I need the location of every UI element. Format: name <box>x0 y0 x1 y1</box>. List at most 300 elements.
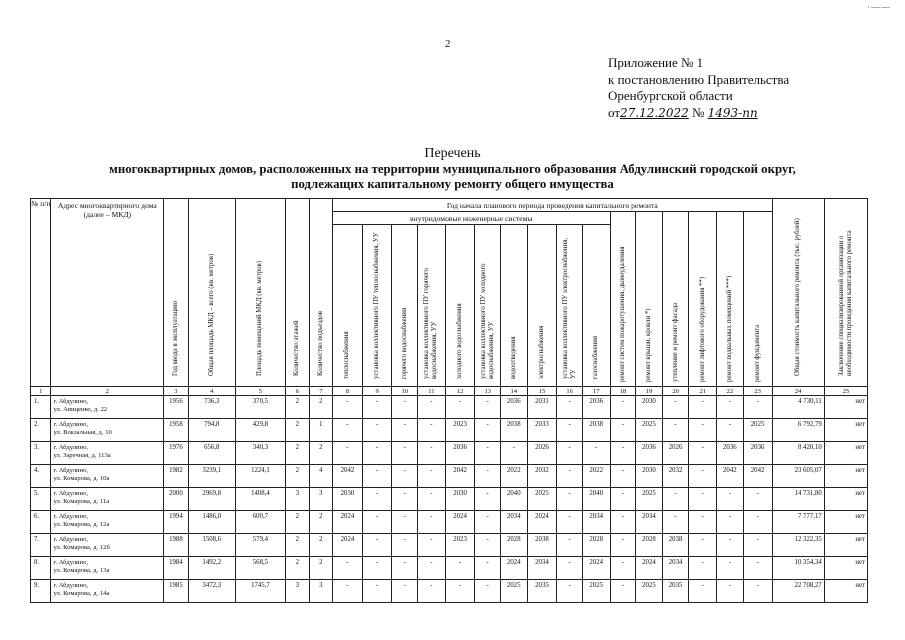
row-cost: 8 420,10 <box>772 442 824 465</box>
row-total-area: 2969,8 <box>188 488 235 511</box>
address-street: ул. Заречная, д. 113а <box>53 452 111 459</box>
address-street: ул. Комарова, д. 12а <box>53 521 110 528</box>
row-cost: 22 708,27 <box>772 580 824 603</box>
row-work-year: 2024 <box>500 557 527 580</box>
row-work-year: 2030 <box>636 396 663 419</box>
column-number: 14 <box>500 387 527 396</box>
column-number: 3 <box>164 387 189 396</box>
row-work-year: 2036 <box>582 396 610 419</box>
row-address <box>51 580 164 603</box>
header-c22: ремонт подвальных помещений ***) <box>717 212 744 387</box>
table-row <box>31 557 868 580</box>
row-work-year: - <box>475 396 501 419</box>
row-work-year: - <box>445 396 475 419</box>
row-work-year: - <box>392 396 418 419</box>
row-work-year: - <box>557 419 583 442</box>
row-work-year: - <box>717 419 744 442</box>
row-entrances: 3 <box>309 580 333 603</box>
row-work-year: - <box>717 396 744 419</box>
row-work-year: - <box>418 396 446 419</box>
row-total-area: 794,8 <box>188 419 235 442</box>
row-work-year: - <box>582 442 610 465</box>
row-total-area: 3472,3 <box>188 580 235 603</box>
row-work-year: 2038 <box>582 419 610 442</box>
address-street: ул. Авиценко, д. 22 <box>53 406 108 413</box>
document-title <box>0 146 905 192</box>
row-work-year: 2025 <box>743 419 772 442</box>
address-street: ул. Комарова, д. 13а <box>53 567 110 574</box>
row-premises-area: 568,5 <box>235 557 285 580</box>
row-work-year: - <box>610 534 636 557</box>
houses-table <box>30 198 868 603</box>
row-work-year: 2030 <box>445 488 475 511</box>
table-row <box>31 396 868 419</box>
row-entrances: 2 <box>309 396 333 419</box>
header-cost: Общая стоимость капитального ремонта (тыс. рублей) <box>772 199 824 387</box>
row-work-year: - <box>475 465 501 488</box>
row-conclusion: нет <box>824 511 867 534</box>
address-city: г. Абдулино, <box>53 536 89 543</box>
header-c21: ремонт лифтового оборудования **) <box>689 212 717 387</box>
row-floors: 3 <box>286 580 310 603</box>
column-number: 23 <box>743 387 772 396</box>
row-work-year: - <box>392 465 418 488</box>
row-work-year: 2026 <box>662 442 689 465</box>
row-floors: 2 <box>286 396 310 419</box>
row-cost: 7 777,17 <box>772 511 824 534</box>
column-number: 11 <box>418 387 446 396</box>
page-number: 2 <box>445 38 451 50</box>
row-work-year: - <box>717 580 744 603</box>
row-work-year: - <box>418 534 446 557</box>
table-row <box>31 488 868 511</box>
row-cost: 12 322,35 <box>772 534 824 557</box>
row-work-year: 2040 <box>500 488 527 511</box>
row-work-year: - <box>392 534 418 557</box>
row-floors: 2 <box>286 534 310 557</box>
row-work-year: - <box>500 442 527 465</box>
row-work-year: 2042 <box>445 465 475 488</box>
row-work-year: 2034 <box>636 511 663 534</box>
row-work-year: - <box>392 557 418 580</box>
row-work-year: - <box>418 419 446 442</box>
row-cost: 6 792,79 <box>772 419 824 442</box>
row-work-year: - <box>362 580 392 603</box>
row-work-year: 2033 <box>527 419 557 442</box>
row-work-year: 2036 <box>717 442 744 465</box>
row-conclusion: нет <box>824 419 867 442</box>
row-number: 6. <box>31 511 51 534</box>
address-city: г. Абдулино, <box>53 513 89 520</box>
row-work-year: - <box>392 442 418 465</box>
row-entrances: 4 <box>309 465 333 488</box>
row-work-year: - <box>445 580 475 603</box>
row-year: 1958 <box>164 419 189 442</box>
row-work-year: 2034 <box>500 511 527 534</box>
row-work-year: - <box>333 419 363 442</box>
corner-mark: ·—— <box>867 2 891 12</box>
address-street: ул. Комарова, д. 14а <box>53 590 110 597</box>
row-premises-area: 579,4 <box>235 534 285 557</box>
header-c13: установка коллективного ПУ холодного водоснабжения, УУ <box>475 225 501 387</box>
row-work-year: - <box>362 442 392 465</box>
row-conclusion: нет <box>824 442 867 465</box>
row-work-year: 2031 <box>527 396 557 419</box>
row-work-year: - <box>743 396 772 419</box>
address-city: г. Абдулино, <box>53 559 89 566</box>
row-work-year: - <box>610 396 636 419</box>
row-work-year: - <box>689 534 717 557</box>
row-number: 3. <box>31 442 51 465</box>
row-work-year: - <box>557 580 583 603</box>
table-row <box>31 511 868 534</box>
row-work-year: - <box>557 442 583 465</box>
row-work-year: - <box>557 511 583 534</box>
row-work-year: - <box>610 488 636 511</box>
row-total-area: 656,8 <box>188 442 235 465</box>
row-work-year: - <box>717 534 744 557</box>
row-work-year: - <box>717 511 744 534</box>
column-number: 16 <box>557 387 583 396</box>
row-work-year: - <box>475 442 501 465</box>
row-work-year: - <box>743 580 772 603</box>
row-work-year: 2036 <box>743 442 772 465</box>
header-c10: горячего водоснабжения <box>392 225 418 387</box>
column-number: 17 <box>582 387 610 396</box>
column-number: 12 <box>445 387 475 396</box>
appendix-number: 1493-пп <box>707 105 758 120</box>
column-number: 2 <box>51 387 164 396</box>
row-work-year: - <box>557 396 583 419</box>
row-year: 1956 <box>164 396 189 419</box>
row-work-year: 2032 <box>662 465 689 488</box>
row-address <box>51 442 164 465</box>
row-work-year: - <box>610 557 636 580</box>
column-number: 6 <box>286 387 310 396</box>
header-systems: внутридомовые инженерные системы <box>333 212 610 225</box>
row-address <box>51 534 164 557</box>
row-floors: 2 <box>286 557 310 580</box>
row-work-year: 2042 <box>333 465 363 488</box>
address-city: г. Абдулино, <box>53 421 89 428</box>
header-c8: теплоснабжения <box>333 225 363 387</box>
row-floors: 3 <box>286 488 310 511</box>
row-work-year: - <box>475 557 501 580</box>
row-entrances: 2 <box>309 442 333 465</box>
row-work-year: - <box>662 419 689 442</box>
header-c17: газоснабжения <box>582 225 610 387</box>
row-work-year: - <box>689 488 717 511</box>
row-total-area: 1486,0 <box>188 511 235 534</box>
row-work-year: 2028 <box>636 534 663 557</box>
row-work-year: 2024 <box>582 557 610 580</box>
row-premises-area: 429,8 <box>235 419 285 442</box>
header-floors: Количество этажей <box>286 199 310 387</box>
row-work-year: 2025 <box>527 488 557 511</box>
column-number: 5 <box>235 387 285 396</box>
row-work-year: 2024 <box>333 534 363 557</box>
row-work-year: 2036 <box>636 442 663 465</box>
header-total-area: Общая площадь МКД – всего (кв. метров) <box>188 199 235 387</box>
row-work-year: - <box>392 419 418 442</box>
row-year: 1994 <box>164 511 189 534</box>
row-work-year: 2036 <box>500 396 527 419</box>
address-street: ул. Комарова, д. 11а <box>53 498 110 505</box>
appendix-line3: Оренбургской области <box>608 88 733 103</box>
row-work-year: 2022 <box>582 465 610 488</box>
column-number: 21 <box>689 387 717 396</box>
row-work-year: - <box>418 488 446 511</box>
column-number: 24 <box>772 387 824 396</box>
table-row <box>31 442 868 465</box>
row-work-year: - <box>333 442 363 465</box>
row-work-year: - <box>662 488 689 511</box>
row-work-year: - <box>362 396 392 419</box>
row-address <box>51 465 164 488</box>
row-work-year: - <box>418 511 446 534</box>
row-work-year: 2025 <box>500 580 527 603</box>
row-work-year: - <box>418 465 446 488</box>
row-work-year: 2034 <box>527 557 557 580</box>
row-premises-area: 370,5 <box>235 396 285 419</box>
row-work-year: 2040 <box>582 488 610 511</box>
row-number: 4. <box>31 465 51 488</box>
row-work-year: - <box>610 442 636 465</box>
header-c23: ремонт фундамента <box>743 212 772 387</box>
row-premises-area: 600,7 <box>235 511 285 534</box>
row-premises-area: 1224,1 <box>235 465 285 488</box>
row-work-year: - <box>689 419 717 442</box>
row-cost: 10 354,34 <box>772 557 824 580</box>
address-city: г. Абдулино, <box>53 398 89 405</box>
row-work-year: - <box>743 557 772 580</box>
row-work-year: 2023 <box>445 534 475 557</box>
row-work-year: 2035 <box>527 580 557 603</box>
row-entrances: 2 <box>309 557 333 580</box>
row-work-year: 2032 <box>527 465 557 488</box>
table-row <box>31 419 868 442</box>
row-premises-area: 1745,7 <box>235 580 285 603</box>
row-work-year: - <box>689 511 717 534</box>
row-total-area: 1508,6 <box>188 534 235 557</box>
row-address <box>51 396 164 419</box>
table-row <box>31 465 868 488</box>
header-period: Год начала планового периода проведения капитального ремонта <box>333 199 772 212</box>
column-number: 18 <box>610 387 636 396</box>
row-work-year: 2025 <box>636 419 663 442</box>
row-entrances: 2 <box>309 534 333 557</box>
row-work-year: - <box>743 488 772 511</box>
row-work-year: 2024 <box>445 511 475 534</box>
row-work-year: 2030 <box>636 465 663 488</box>
row-work-year: 2038 <box>527 534 557 557</box>
row-work-year: - <box>362 419 392 442</box>
row-entrances: 2 <box>309 511 333 534</box>
row-floors: 2 <box>286 511 310 534</box>
row-work-year: - <box>610 419 636 442</box>
row-work-year: - <box>689 465 717 488</box>
row-work-year: 2030 <box>333 488 363 511</box>
row-work-year: - <box>362 534 392 557</box>
row-entrances: 3 <box>309 488 333 511</box>
address-street: ул. Комарова, д. 12б <box>53 544 110 551</box>
row-cost: 23 605,07 <box>772 465 824 488</box>
row-work-year: 2024 <box>527 511 557 534</box>
row-total-area: 3239,1 <box>188 465 235 488</box>
row-work-year: 2026 <box>527 442 557 465</box>
header-address: Адрес многоквартирного дома (далее – МКД) <box>51 199 164 387</box>
row-total-area: 736,3 <box>188 396 235 419</box>
appendix-date: 27.12.2022 <box>620 105 689 120</box>
row-work-year: - <box>743 534 772 557</box>
row-address <box>51 511 164 534</box>
row-work-year: - <box>610 511 636 534</box>
row-work-year: - <box>418 442 446 465</box>
column-number: 19 <box>636 387 663 396</box>
row-conclusion: нет <box>824 580 867 603</box>
header-c19: ремонт крыши, кровли *) <box>636 212 663 387</box>
row-work-year: - <box>475 580 501 603</box>
column-number: 1 <box>31 387 51 396</box>
row-work-year: - <box>662 511 689 534</box>
header-c12: холодного водоснабжения <box>445 225 475 387</box>
row-year: 1984 <box>164 557 189 580</box>
address-street: ул. Комарова, д. 10а <box>53 475 110 482</box>
header-entrances: Количество подъездов <box>309 199 333 387</box>
row-work-year: - <box>418 580 446 603</box>
row-work-year: - <box>475 419 501 442</box>
row-address <box>51 488 164 511</box>
header-premises-area: Площадь помещений МКД (кв. метров) <box>235 199 285 387</box>
column-number: 22 <box>717 387 744 396</box>
row-conclusion: нет <box>824 465 867 488</box>
row-work-year: - <box>557 465 583 488</box>
header-conclusion: Заключение специализированной организации о необходимости проведения капитального ремонта <box>824 199 867 387</box>
title-line2: многоквартирных домов, расположенных на территории муниципального образования Абдулинский городской округ, <box>109 162 796 176</box>
row-work-year: - <box>392 580 418 603</box>
table-row <box>31 534 868 557</box>
row-work-year: - <box>392 511 418 534</box>
row-work-year: - <box>689 396 717 419</box>
row-work-year: - <box>717 488 744 511</box>
header-year: Год ввода в эксплуатацию <box>164 199 189 387</box>
row-work-year: - <box>333 557 363 580</box>
row-work-year: 2028 <box>500 534 527 557</box>
appendix-line1: Приложение № 1 <box>608 55 704 70</box>
row-work-year: 2034 <box>582 511 610 534</box>
row-address <box>51 557 164 580</box>
row-work-year: 2038 <box>500 419 527 442</box>
row-number: 8. <box>31 557 51 580</box>
row-number: 9. <box>31 580 51 603</box>
column-number: 7 <box>309 387 333 396</box>
header-c14: водоотведения <box>500 225 527 387</box>
row-year: 2000 <box>164 488 189 511</box>
row-work-year: 2022 <box>500 465 527 488</box>
column-number: 4 <box>188 387 235 396</box>
row-work-year: 2025 <box>636 488 663 511</box>
title-line1: Перечень <box>424 146 481 161</box>
row-work-year: - <box>362 465 392 488</box>
row-floors: 2 <box>286 442 310 465</box>
row-work-year: - <box>610 580 636 603</box>
row-work-year: 2042 <box>743 465 772 488</box>
row-work-year: - <box>557 557 583 580</box>
row-work-year: 2036 <box>445 442 475 465</box>
row-work-year: 2038 <box>662 534 689 557</box>
row-number: 2. <box>31 419 51 442</box>
column-number: 8 <box>333 387 363 396</box>
row-work-year: - <box>610 465 636 488</box>
row-work-year: - <box>662 396 689 419</box>
row-year: 1988 <box>164 534 189 557</box>
appendix-num-sign: № <box>691 104 705 120</box>
header-c11: установка коллективного ПУ горячего водоснабжения, УУ <box>418 225 446 387</box>
column-number-row <box>31 387 868 396</box>
column-number: 15 <box>527 387 557 396</box>
row-year: 1976 <box>164 442 189 465</box>
header-num: № п/п <box>31 199 51 387</box>
row-work-year: 2025 <box>582 580 610 603</box>
row-work-year: - <box>475 534 501 557</box>
row-work-year: - <box>689 557 717 580</box>
header-c15: электроснабжения <box>527 225 557 387</box>
address-city: г. Абдулино, <box>53 444 89 451</box>
row-work-year: - <box>689 442 717 465</box>
row-work-year: - <box>362 488 392 511</box>
row-work-year: - <box>445 557 475 580</box>
row-work-year: 2034 <box>662 557 689 580</box>
row-cost: 14 731,80 <box>772 488 824 511</box>
row-number: 1. <box>31 396 51 419</box>
address-city: г. Абдулино, <box>53 490 89 497</box>
row-year: 1985 <box>164 580 189 603</box>
row-work-year: 2035 <box>662 580 689 603</box>
row-entrances: 1 <box>309 419 333 442</box>
row-work-year: - <box>418 557 446 580</box>
row-conclusion: нет <box>824 557 867 580</box>
row-work-year: - <box>717 557 744 580</box>
header-c18: ремонт систем пожаротушения, дымоудаления <box>610 212 636 387</box>
appendix-prefix: от <box>608 104 621 120</box>
address-street: ул. Вокзальная, д. 10 <box>53 429 112 436</box>
address-city: г. Абдулино, <box>53 582 89 589</box>
column-number: 9 <box>362 387 392 396</box>
row-work-year: - <box>333 580 363 603</box>
column-number: 13 <box>475 387 501 396</box>
row-conclusion: нет <box>824 534 867 557</box>
header-c20: утепление и ремонт фасада <box>662 212 689 387</box>
row-floors: 2 <box>286 465 310 488</box>
row-work-year: - <box>475 511 501 534</box>
row-number: 7. <box>31 534 51 557</box>
table-row <box>31 580 868 603</box>
row-work-year: - <box>362 511 392 534</box>
row-conclusion: нет <box>824 396 867 419</box>
row-work-year: - <box>743 511 772 534</box>
row-premises-area: 1408,4 <box>235 488 285 511</box>
column-number: 10 <box>392 387 418 396</box>
row-work-year: - <box>557 488 583 511</box>
row-work-year: 2024 <box>333 511 363 534</box>
row-work-year: 2025 <box>636 580 663 603</box>
row-cost: 4 730,11 <box>772 396 824 419</box>
row-address <box>51 419 164 442</box>
row-work-year: - <box>362 557 392 580</box>
column-number: 20 <box>662 387 689 396</box>
row-year: 1982 <box>164 465 189 488</box>
row-work-year: - <box>392 488 418 511</box>
